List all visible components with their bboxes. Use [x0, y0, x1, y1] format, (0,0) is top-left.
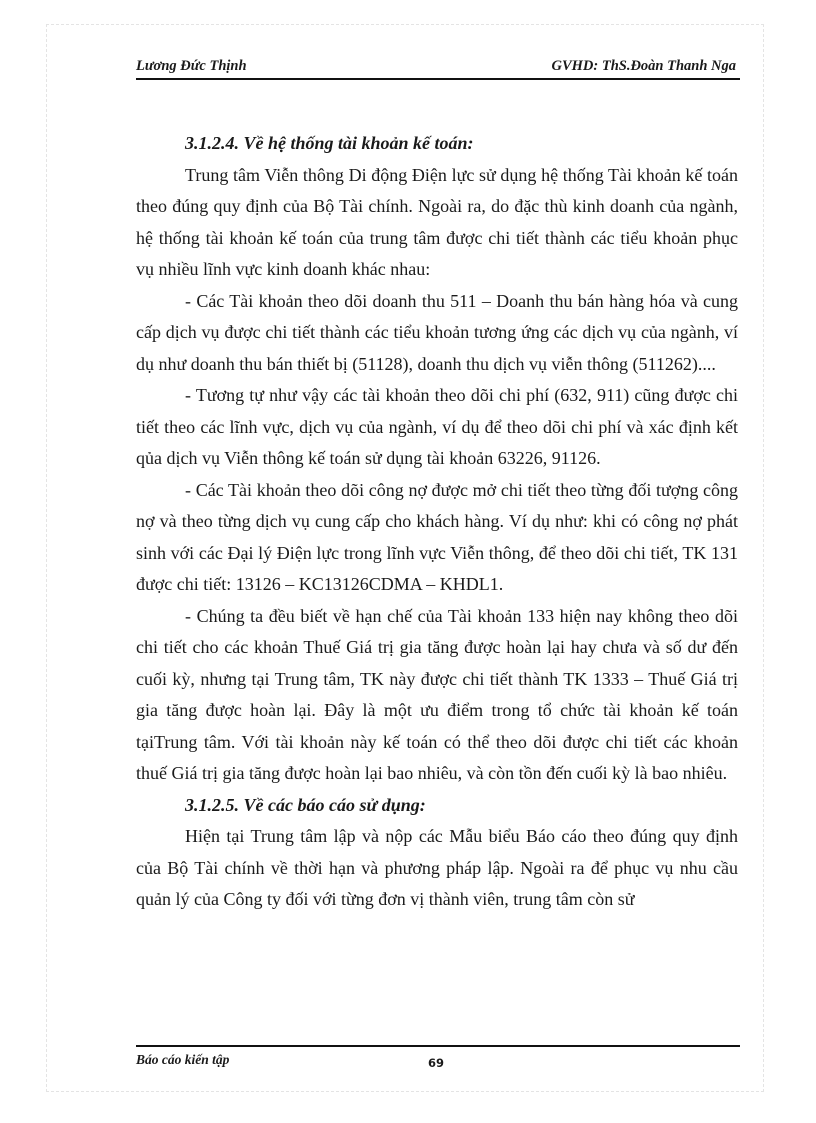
- footer-label: Báo cáo kiến tập: [136, 1052, 230, 1067]
- section-heading-3124: 3.1.2.4. Về hệ thống tài khoản kế toán:: [185, 133, 474, 153]
- paragraph: - Tương tự như vậy các tài khoản theo dõi chi phí (632, 911) cũng được chi tiết theo các lĩnh vực, dịch vụ của ngành, ví dụ để theo dõi chi phí và xác định kết qủa dịch vụ Viễn thông kế toán sử dụng tài khoản 63226, 91126.: [136, 385, 738, 468]
- paragraph: Trung tâm Viễn thông Di động Điện lực sử dụng hệ thống Tài khoản kế toán theo đúng quy định của Bộ Tài chính. Ngoài ra, do đặc thù kinh doanh của ngành, hệ thống tài khoản kế toán của trung tâm được chi tiết thành các tiểu khoản phục vụ nhiều lĩnh vực kinh doanh khác nhau:: [136, 164, 738, 279]
- header-author: Lương Đức Thịnh: [136, 58, 247, 74]
- paragraph: - Chúng ta đều biết về hạn chế của Tài khoản 133 hiện nay không theo dõi chi tiết cho các khoản Thuế Giá trị gia tăng được hoàn lại hay chưa và số dư đến cuối kỳ, nhưng tại Trung tâm, TK này được chi tiết thành TK 1333 – Thuế Giá trị gia tăng được hoàn lại. Đây là một ưu điểm trong tổ chức tài khoản kế toán tạiTrung tâm. Với tài khoản này kế toán có thể theo dõi được chi tiết các khoản thuế Giá trị gia tăng được hoàn lại bao nhiêu, và còn tồn đến cuối kỳ là bao nhiêu.: [136, 605, 738, 783]
- footer-rule: [136, 1045, 740, 1047]
- header-supervisor: GVHD: ThS.Đoàn Thanh Nga: [551, 58, 736, 74]
- header-rule: [136, 78, 740, 80]
- paragraph: - Các Tài khoản theo dõi doanh thu 511 – Doanh thu bán hàng hóa và cung cấp dịch vụ được chi tiết thành các tiểu khoản tương ứng các dịch vụ của ngành, ví dụ như doanh thu bán thiết bị (51128), doanh thu dịch vụ viễn thông (511262)....: [136, 290, 738, 374]
- page-content: [136, 128, 738, 916]
- page-footer: [136, 1050, 740, 1072]
- section-heading-3125: 3.1.2.5. Về các báo cáo sử dụng:: [185, 794, 426, 815]
- page-number: 69: [428, 1056, 445, 1070]
- paragraph: - Các Tài khoản theo dõi công nợ được mở chi tiết theo từng đối tượng công nợ và theo từng dịch vụ cung cấp cho khách hàng. Ví dụ như: khi có công nợ phát sinh với các Đại lý Điện lực trong lĩnh vực Viễn thông, để theo dõi chi tiết, TK 131 được chi tiết: 13126 – KC13126CDMA – KHDL1.: [136, 479, 738, 594]
- page-header: [136, 58, 740, 78]
- paragraph: Hiện tại Trung tâm lập và nộp các Mẫu biểu Báo cáo theo đúng quy định của Bộ Tài chính về thời hạn và phương pháp lập. Ngoài ra để phục vụ nhu cầu quản lý của Công ty đối với từng đơn vị thành viên, trung tâm còn sử: [136, 826, 738, 909]
